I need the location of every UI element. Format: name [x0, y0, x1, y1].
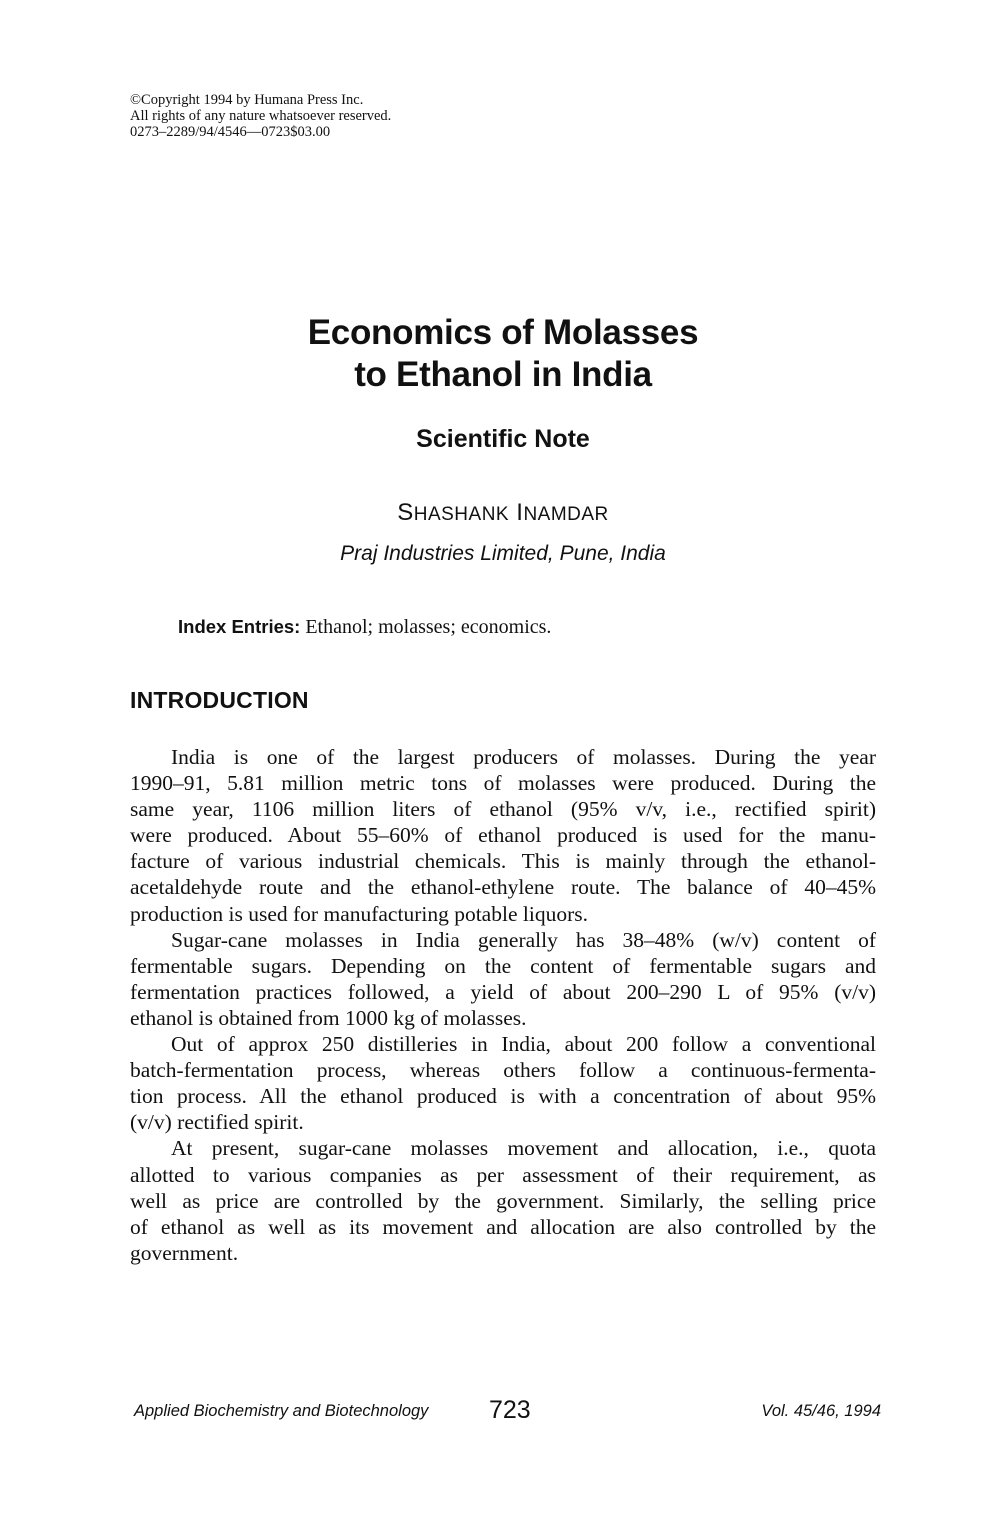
- index-entries-label: Index Entries:: [178, 616, 301, 637]
- text-line: fermentation practices followed, a yield of about 200–290 L of 95% (v/v): [130, 979, 876, 1004]
- paragraph: [130, 744, 876, 927]
- page-number: 723: [489, 1396, 531, 1424]
- text-line: (v/v) rectified spirit.: [130, 1110, 304, 1135]
- text-line: 1990–91, 5.81 million metric tons of molasses were produced. During the: [130, 771, 876, 796]
- text-line: facture of various industrial chemicals. This is mainly through the ethanol-: [130, 849, 876, 874]
- text-line: Out of approx 250 distilleries in India, about 200 follow a conventional: [171, 1032, 876, 1057]
- copyright-notice: [130, 92, 391, 140]
- text-line: same year, 1106 million liters of ethanol (95% v/v, i.e., rectified spirit): [130, 797, 876, 822]
- author-last-initial: I: [516, 499, 524, 526]
- text-line: fermentable sugars. Depending on the content of fermentable sugars and: [130, 953, 876, 978]
- text-line: India is one of the largest producers of molasses. During the year: [171, 745, 876, 769]
- paragraph: [130, 1135, 876, 1265]
- text-line: batch-fermentation process, whereas others follow a continuous-fermenta-: [130, 1058, 876, 1083]
- journal-name: Applied Biochemistry and Biotechnology: [134, 1402, 429, 1420]
- copyright-line: ©Copyright 1994 by Humana Press Inc.: [130, 92, 364, 108]
- paragraph: [130, 1031, 876, 1135]
- text-line: well as price are controlled by the government. Similarly, the selling price: [130, 1188, 876, 1213]
- copyright-line: All rights of any nature whatsoever reserved.: [130, 108, 392, 124]
- text-line: allotted to various companies as per assessment of their requirement, as: [130, 1162, 876, 1187]
- text-line: At present, sugar-cane molasses movement and allocation, i.e., quota: [171, 1136, 876, 1161]
- volume-info: Vol. 45/46, 1994: [761, 1402, 881, 1420]
- text-line: acetaldehyde route and the ethanol-ethylene route. The balance of 40–45%: [130, 875, 876, 900]
- article-title-line: Economics of Molasses: [307, 313, 699, 352]
- author-last-rest: NAMDAR: [523, 504, 609, 525]
- article-title: [0, 312, 1006, 396]
- paragraph: [130, 927, 876, 1031]
- text-line: of ethanol as well as its movement and allocation are also controlled by the: [130, 1214, 876, 1239]
- author-name: [0, 498, 1006, 530]
- copyright-line: 0273–2289/94/4546—0723$03.00: [130, 124, 331, 140]
- text-line: tion process. All the ethanol produced is with a concentration of about 95%: [130, 1084, 876, 1109]
- index-entries-text: Ethanol; molasses; economics.: [305, 616, 552, 638]
- text-line: ethanol is obtained from 1000 kg of molasses.: [130, 1005, 527, 1030]
- author-affiliation: Praj Industries Limited, Pune, India: [340, 542, 666, 565]
- body-text: [130, 744, 876, 1266]
- text-line: Sugar-cane molasses in India generally has 38–48% (w/v) content of: [171, 927, 876, 952]
- text-line: were produced. About 55–60% of ethanol produced is used for the manu-: [130, 823, 876, 848]
- section-heading: INTRODUCTION: [130, 687, 309, 713]
- article-title-line: to Ethanol in India: [354, 355, 652, 394]
- index-entries: [178, 614, 551, 640]
- author-first-initial: S: [397, 499, 414, 526]
- article-subtitle: Scientific Note: [416, 425, 590, 453]
- text-line: government.: [130, 1240, 239, 1265]
- text-line: production is used for manufacturing potable liquors.: [130, 901, 588, 926]
- page-footer: [0, 1398, 1006, 1428]
- author-first-rest: HASHANK: [413, 504, 510, 525]
